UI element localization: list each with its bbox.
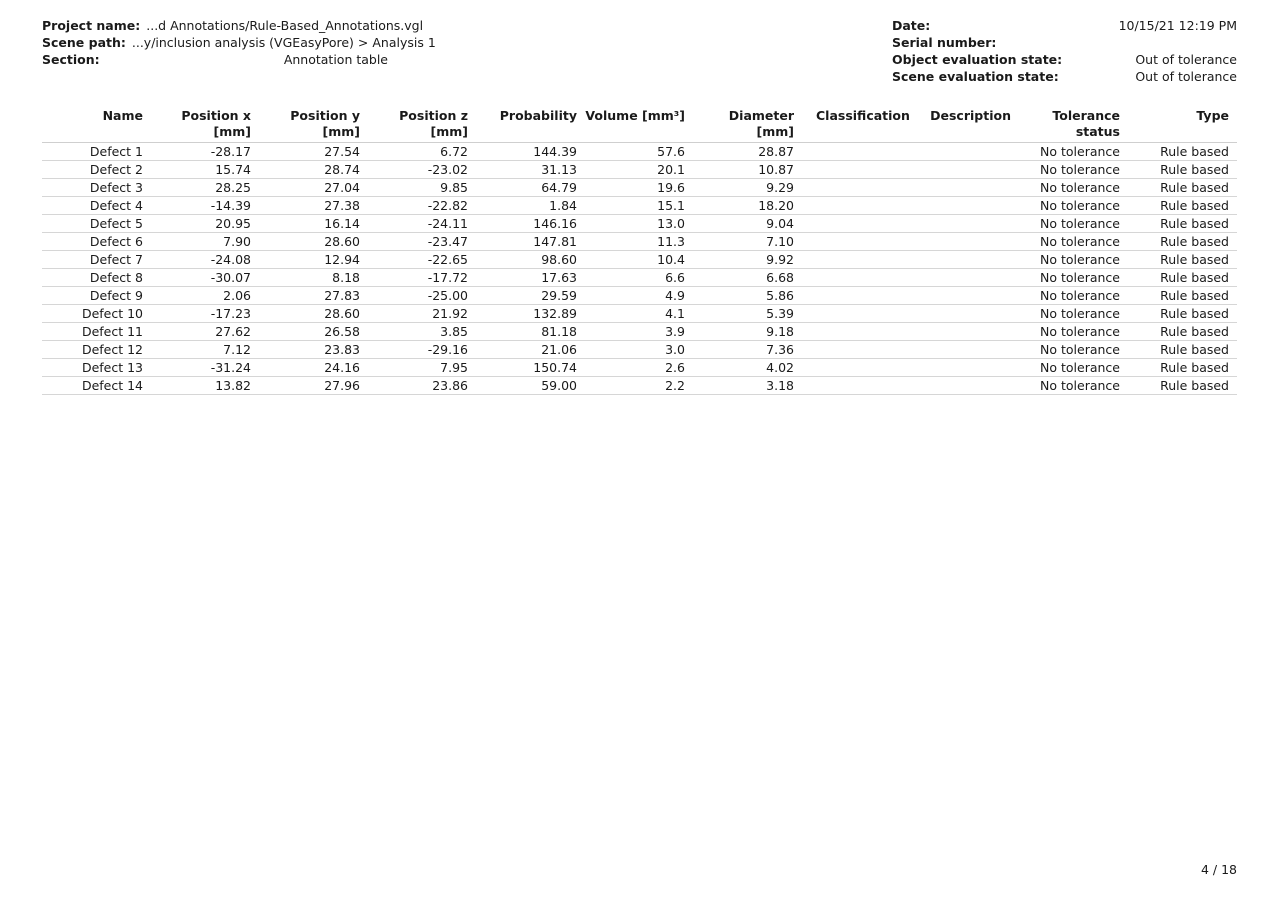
cell-position-x: 2.06 — [151, 287, 259, 305]
col-header-position-x: Position x [mm] — [151, 107, 259, 143]
cell-type: Rule based — [1128, 251, 1237, 269]
cell-volume: 11.3 — [585, 233, 693, 251]
report-header-right — [892, 17, 1237, 85]
cell-diameter: 3.18 — [693, 377, 802, 395]
cell-diameter: 7.36 — [693, 341, 802, 359]
cell-type: Rule based — [1128, 233, 1237, 251]
cell-description — [922, 305, 1019, 323]
cell-name: Defect 10 — [42, 305, 151, 323]
cell-type: Rule based — [1128, 161, 1237, 179]
cell-position-x: -28.17 — [151, 143, 259, 161]
cell-position-x: -14.39 — [151, 197, 259, 215]
table-header-row — [42, 107, 1237, 143]
scene-evaluation-label: Scene evaluation state: — [892, 69, 1059, 84]
cell-tolerance-status: No tolerance — [1019, 305, 1128, 323]
cell-position-x: 13.82 — [151, 377, 259, 395]
section-row — [42, 51, 388, 68]
cell-tolerance-status: No tolerance — [1019, 161, 1128, 179]
cell-position-x: 7.90 — [151, 233, 259, 251]
col-header-position-z: Position z [mm] — [368, 107, 476, 143]
cell-volume: 2.6 — [585, 359, 693, 377]
cell-probability: 146.16 — [476, 215, 585, 233]
col-header-diameter: Diameter [mm] — [693, 107, 802, 143]
cell-position-z: 9.85 — [368, 179, 476, 197]
cell-classification — [802, 287, 922, 305]
object-evaluation-label: Object evaluation state: — [892, 52, 1063, 67]
table-row — [42, 197, 1237, 215]
cell-position-y: 26.58 — [259, 323, 368, 341]
cell-position-y: 27.38 — [259, 197, 368, 215]
cell-tolerance-status: No tolerance — [1019, 179, 1128, 197]
cell-position-z: 7.95 — [368, 359, 476, 377]
cell-type: Rule based — [1128, 305, 1237, 323]
cell-classification — [802, 323, 922, 341]
cell-description — [922, 161, 1019, 179]
cell-classification — [802, 143, 922, 161]
object-evaluation-row — [892, 51, 1237, 68]
table-row — [42, 143, 1237, 161]
annotation-table-body — [42, 143, 1237, 395]
cell-name: Defect 13 — [42, 359, 151, 377]
cell-description — [922, 179, 1019, 197]
cell-position-x: 15.74 — [151, 161, 259, 179]
cell-name: Defect 11 — [42, 323, 151, 341]
cell-probability: 150.74 — [476, 359, 585, 377]
cell-type: Rule based — [1128, 377, 1237, 395]
cell-position-z: -23.02 — [368, 161, 476, 179]
cell-probability: 147.81 — [476, 233, 585, 251]
cell-diameter: 7.10 — [693, 233, 802, 251]
scene-path-value: ...y/inclusion analysis (VGEasyPore) > Analysis 1 — [131, 35, 436, 50]
cell-name: Defect 2 — [42, 161, 151, 179]
cell-position-y: 24.16 — [259, 359, 368, 377]
cell-classification — [802, 341, 922, 359]
cell-tolerance-status: No tolerance — [1019, 269, 1128, 287]
serial-number-label: Serial number: — [892, 35, 997, 50]
cell-type: Rule based — [1128, 269, 1237, 287]
col-header-position-y: Position y [mm] — [259, 107, 368, 143]
section-value: Annotation table — [283, 52, 388, 67]
cell-position-z: -25.00 — [368, 287, 476, 305]
cell-position-y: 12.94 — [259, 251, 368, 269]
cell-description — [922, 323, 1019, 341]
cell-diameter: 9.04 — [693, 215, 802, 233]
cell-type: Rule based — [1128, 323, 1237, 341]
cell-probability: 31.13 — [476, 161, 585, 179]
cell-name: Defect 7 — [42, 251, 151, 269]
cell-type: Rule based — [1128, 197, 1237, 215]
cell-description — [922, 377, 1019, 395]
cell-volume: 4.9 — [585, 287, 693, 305]
cell-position-y: 27.54 — [259, 143, 368, 161]
cell-type: Rule based — [1128, 287, 1237, 305]
cell-volume: 10.4 — [585, 251, 693, 269]
cell-position-y: 27.96 — [259, 377, 368, 395]
cell-position-x: 27.62 — [151, 323, 259, 341]
cell-probability: 144.39 — [476, 143, 585, 161]
cell-probability: 98.60 — [476, 251, 585, 269]
cell-name: Defect 9 — [42, 287, 151, 305]
cell-position-y: 23.83 — [259, 341, 368, 359]
cell-diameter: 28.87 — [693, 143, 802, 161]
col-header-description: Description — [922, 107, 1019, 143]
cell-description — [922, 251, 1019, 269]
cell-position-z: 3.85 — [368, 323, 476, 341]
cell-classification — [802, 161, 922, 179]
cell-position-z: 23.86 — [368, 377, 476, 395]
scene-evaluation-value: Out of tolerance — [1135, 69, 1237, 84]
cell-diameter: 9.29 — [693, 179, 802, 197]
page-number: 4 / 18 — [1200, 862, 1237, 877]
cell-position-z: -22.82 — [368, 197, 476, 215]
cell-description — [922, 143, 1019, 161]
cell-description — [922, 233, 1019, 251]
cell-diameter: 4.02 — [693, 359, 802, 377]
cell-classification — [802, 359, 922, 377]
cell-name: Defect 8 — [42, 269, 151, 287]
cell-tolerance-status: No tolerance — [1019, 251, 1128, 269]
cell-name: Defect 4 — [42, 197, 151, 215]
cell-probability: 17.63 — [476, 269, 585, 287]
project-name-row — [42, 17, 424, 34]
cell-classification — [802, 179, 922, 197]
cell-description — [922, 197, 1019, 215]
cell-volume: 20.1 — [585, 161, 693, 179]
cell-type: Rule based — [1128, 341, 1237, 359]
cell-name: Defect 14 — [42, 377, 151, 395]
cell-probability: 59.00 — [476, 377, 585, 395]
col-header-probability: Probability — [476, 107, 585, 143]
project-name-value: ...d Annotations/Rule-Based_Annotations.vgl — [146, 18, 424, 33]
cell-type: Rule based — [1128, 143, 1237, 161]
cell-volume: 3.0 — [585, 341, 693, 359]
cell-classification — [802, 233, 922, 251]
table-row — [42, 179, 1237, 197]
cell-position-z: -23.47 — [368, 233, 476, 251]
cell-position-z: -29.16 — [368, 341, 476, 359]
cell-name: Defect 1 — [42, 143, 151, 161]
cell-position-x: -17.23 — [151, 305, 259, 323]
section-label: Section: — [42, 52, 100, 67]
table-row — [42, 251, 1237, 269]
cell-position-y: 8.18 — [259, 269, 368, 287]
date-row — [892, 17, 1237, 34]
cell-volume: 19.6 — [585, 179, 693, 197]
cell-position-y: 27.04 — [259, 179, 368, 197]
cell-classification — [802, 305, 922, 323]
cell-description — [922, 215, 1019, 233]
cell-diameter: 6.68 — [693, 269, 802, 287]
cell-type: Rule based — [1128, 179, 1237, 197]
cell-volume: 57.6 — [585, 143, 693, 161]
cell-description — [922, 287, 1019, 305]
cell-probability: 21.06 — [476, 341, 585, 359]
cell-position-x: 20.95 — [151, 215, 259, 233]
cell-probability: 1.84 — [476, 197, 585, 215]
cell-position-x: 28.25 — [151, 179, 259, 197]
col-header-classification: Classification — [802, 107, 922, 143]
cell-description — [922, 359, 1019, 377]
cell-position-x: -30.07 — [151, 269, 259, 287]
cell-classification — [802, 215, 922, 233]
cell-diameter: 9.92 — [693, 251, 802, 269]
report-header-left — [42, 17, 436, 68]
cell-tolerance-status: No tolerance — [1019, 341, 1128, 359]
cell-type: Rule based — [1128, 359, 1237, 377]
table-row — [42, 305, 1237, 323]
cell-classification — [802, 269, 922, 287]
table-row — [42, 341, 1237, 359]
cell-name: Defect 6 — [42, 233, 151, 251]
table-row — [42, 323, 1237, 341]
cell-position-z: 21.92 — [368, 305, 476, 323]
cell-tolerance-status: No tolerance — [1019, 377, 1128, 395]
col-header-tolerance-status: Tolerance status — [1019, 107, 1128, 143]
scene-path-row — [42, 34, 436, 51]
cell-position-z: -17.72 — [368, 269, 476, 287]
table-row — [42, 269, 1237, 287]
cell-diameter: 5.39 — [693, 305, 802, 323]
table-row — [42, 215, 1237, 233]
table-row — [42, 287, 1237, 305]
cell-classification — [802, 251, 922, 269]
cell-volume: 6.6 — [585, 269, 693, 287]
cell-diameter: 9.18 — [693, 323, 802, 341]
table-row — [42, 377, 1237, 395]
cell-probability: 29.59 — [476, 287, 585, 305]
cell-name: Defect 5 — [42, 215, 151, 233]
cell-diameter: 5.86 — [693, 287, 802, 305]
cell-diameter: 10.87 — [693, 161, 802, 179]
cell-description — [922, 269, 1019, 287]
table-row — [42, 359, 1237, 377]
cell-name: Defect 12 — [42, 341, 151, 359]
table-row — [42, 161, 1237, 179]
cell-probability: 81.18 — [476, 323, 585, 341]
cell-position-x: 7.12 — [151, 341, 259, 359]
date-label: Date: — [892, 18, 931, 33]
annotation-table — [42, 107, 1237, 395]
cell-position-z: 6.72 — [368, 143, 476, 161]
cell-probability: 132.89 — [476, 305, 585, 323]
table-row — [42, 233, 1237, 251]
cell-classification — [802, 377, 922, 395]
cell-tolerance-status: No tolerance — [1019, 323, 1128, 341]
object-evaluation-value: Out of tolerance — [1135, 52, 1237, 67]
cell-diameter: 18.20 — [693, 197, 802, 215]
cell-tolerance-status: No tolerance — [1019, 143, 1128, 161]
cell-tolerance-status: No tolerance — [1019, 233, 1128, 251]
cell-type: Rule based — [1128, 215, 1237, 233]
cell-tolerance-status: No tolerance — [1019, 287, 1128, 305]
cell-position-z: -24.11 — [368, 215, 476, 233]
cell-tolerance-status: No tolerance — [1019, 359, 1128, 377]
cell-description — [922, 341, 1019, 359]
col-header-type: Type — [1128, 107, 1237, 143]
cell-position-y: 27.83 — [259, 287, 368, 305]
col-header-name: Name — [42, 107, 151, 143]
cell-tolerance-status: No tolerance — [1019, 215, 1128, 233]
cell-name: Defect 3 — [42, 179, 151, 197]
cell-position-x: -24.08 — [151, 251, 259, 269]
cell-position-y: 16.14 — [259, 215, 368, 233]
cell-tolerance-status: No tolerance — [1019, 197, 1128, 215]
scene-evaluation-row — [892, 68, 1237, 85]
cell-probability: 64.79 — [476, 179, 585, 197]
cell-volume: 4.1 — [585, 305, 693, 323]
col-header-volume: Volume [mm³] — [585, 107, 693, 143]
cell-volume: 3.9 — [585, 323, 693, 341]
cell-volume: 13.0 — [585, 215, 693, 233]
scene-path-label: Scene path: — [42, 35, 126, 50]
project-name-label: Project name: — [42, 18, 141, 33]
date-value: 10/15/21 12:19 PM — [1118, 18, 1237, 33]
cell-volume: 2.2 — [585, 377, 693, 395]
cell-position-x: -31.24 — [151, 359, 259, 377]
cell-position-y: 28.74 — [259, 161, 368, 179]
serial-number-row — [892, 34, 1237, 51]
cell-volume: 15.1 — [585, 197, 693, 215]
cell-classification — [802, 197, 922, 215]
cell-position-y: 28.60 — [259, 305, 368, 323]
cell-position-y: 28.60 — [259, 233, 368, 251]
cell-position-z: -22.65 — [368, 251, 476, 269]
